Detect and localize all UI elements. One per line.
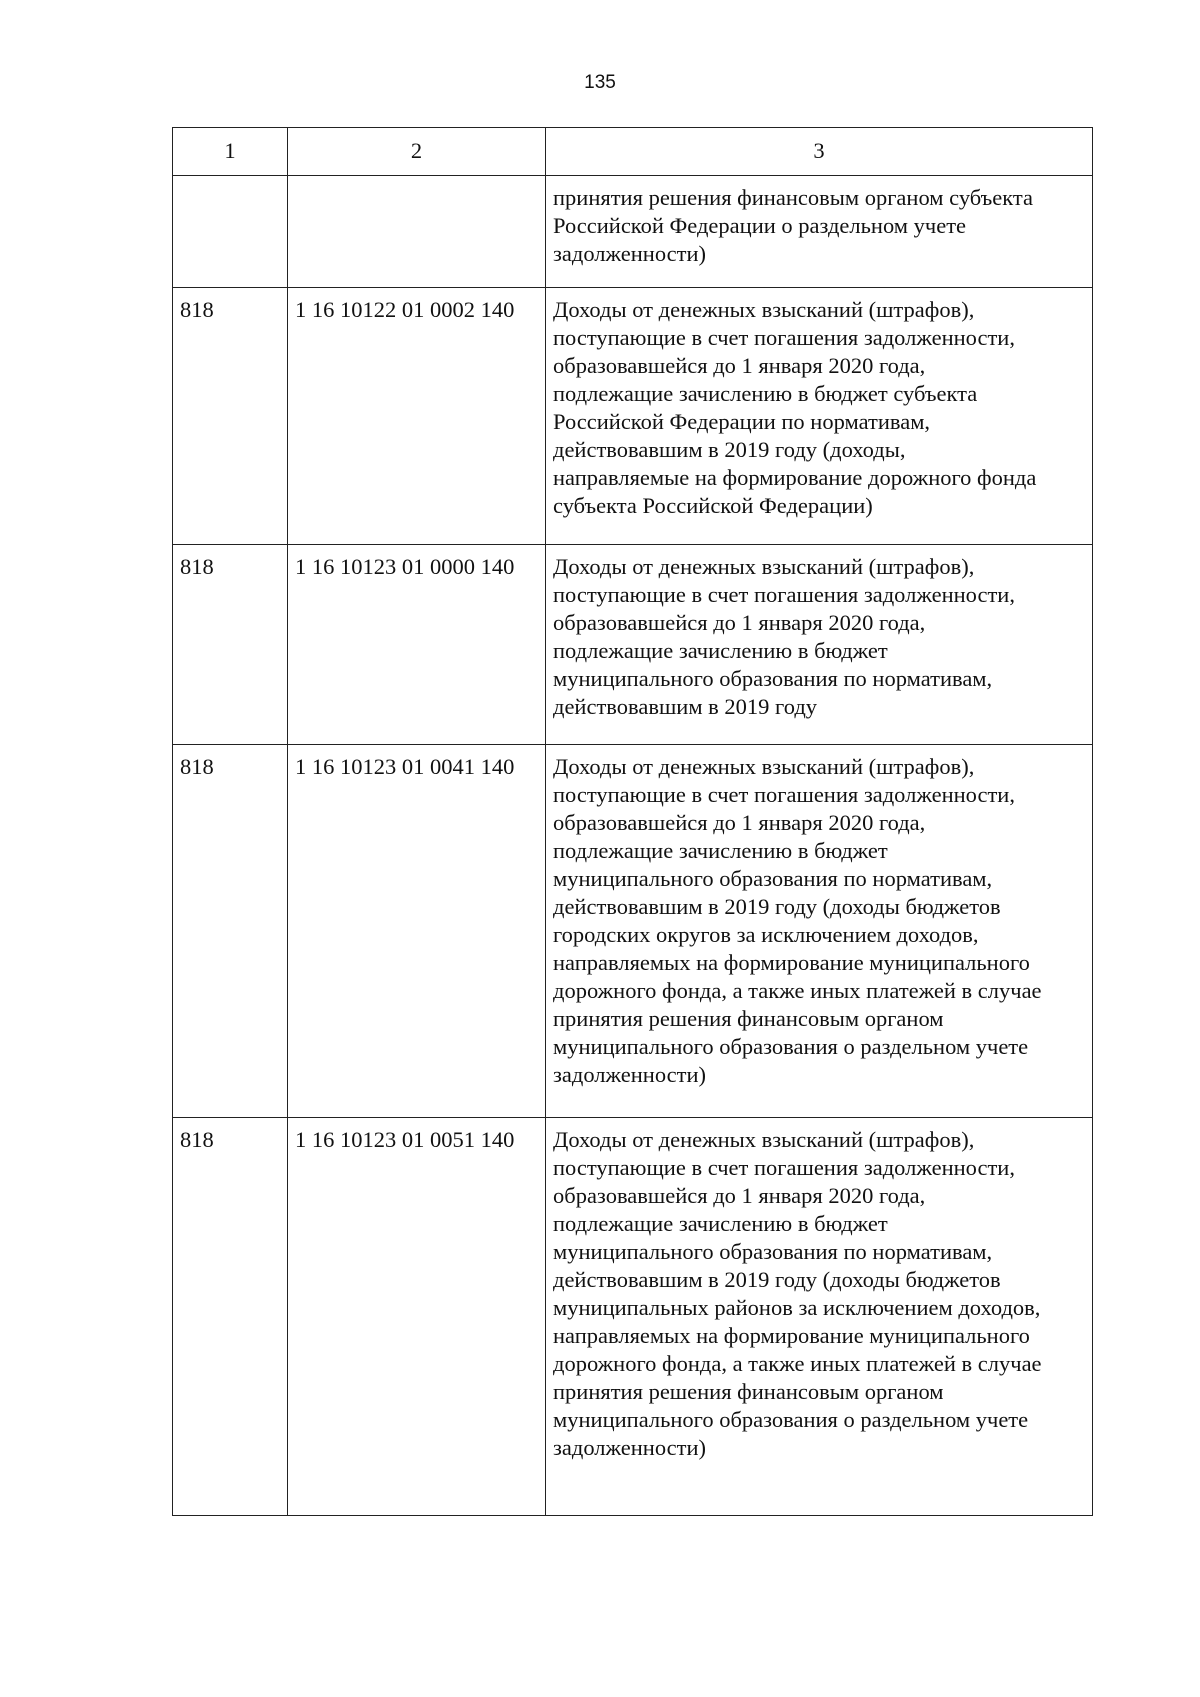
admin-code-cell: 818 — [173, 745, 288, 1118]
budget-classification-code-cell — [288, 176, 546, 288]
table-row — [173, 1118, 1093, 1516]
budget-classification-code-cell: 1 16 10122 01 0002 140 — [288, 288, 546, 545]
revenue-description-cell: Доходы от денежных взысканий (штрафов), поступающие в счет погашения задолженности, образовавшейся до 1 января 2020 года, подлежащие зачислению в бюджет субъекта Российской Федерации по нормативам, действовавшим в 2019 году (доходы, направляемые на формирование дорожного фонда субъекта Российской Федерации) — [546, 288, 1093, 545]
admin-code-cell: 818 — [173, 288, 288, 545]
revenue-description-cell: Доходы от денежных взысканий (штрафов), поступающие в счет погашения задолженности, образовавшейся до 1 января 2020 года, подлежащие зачислению в бюджет муниципального образования по нормативам, действовавшим в 2019 году (доходы бюджетов муниципальных районов за исключением доходов, направляемых на формирование муниципального дорожного фонда, а также иных платежей в случае принятия решения финансовым органом муниципального образования о раздельном учете задолженности) — [546, 1118, 1093, 1516]
budget-classification-code-cell: 1 16 10123 01 0000 140 — [288, 545, 546, 745]
revenue-description-cell: Доходы от денежных взысканий (штрафов), поступающие в счет погашения задолженности, образовавшейся до 1 января 2020 года, подлежащие зачислению в бюджет муниципального образования по нормативам, действовавшим в 2019 году (доходы бюджетов городских округов за исключением доходов, направляемых на формирование муниципального дорожного фонда, а также иных платежей в случае принятия решения финансовым органом муниципального образования о раздельном учете задолженности) — [546, 745, 1093, 1118]
table-row — [173, 288, 1093, 545]
page-number: 135 — [584, 72, 616, 93]
column-header-1: 1 — [173, 128, 288, 176]
admin-code-cell: 818 — [173, 545, 288, 745]
admin-code-cell — [173, 176, 288, 288]
revenue-description-cell: Доходы от денежных взысканий (штрафов), поступающие в счет погашения задолженности, образовавшейся до 1 января 2020 года, подлежащие зачислению в бюджет муниципального образования по нормативам, действовавшим в 2019 году — [546, 545, 1093, 745]
revenue-description-cell: принятия решения финансовым органом субъекта Российской Федерации о раздельном учете задолженности) — [546, 176, 1093, 288]
budget-code-table — [172, 127, 1093, 1516]
table-row — [173, 745, 1093, 1118]
table-row — [173, 545, 1093, 745]
column-header-3: 3 — [546, 128, 1093, 176]
budget-classification-code-cell: 1 16 10123 01 0041 140 — [288, 745, 546, 1118]
admin-code-cell: 818 — [173, 1118, 288, 1516]
budget-classification-code-cell: 1 16 10123 01 0051 140 — [288, 1118, 546, 1516]
column-header-2: 2 — [288, 128, 546, 176]
table-row — [173, 176, 1093, 288]
table-header-row — [173, 128, 1093, 176]
